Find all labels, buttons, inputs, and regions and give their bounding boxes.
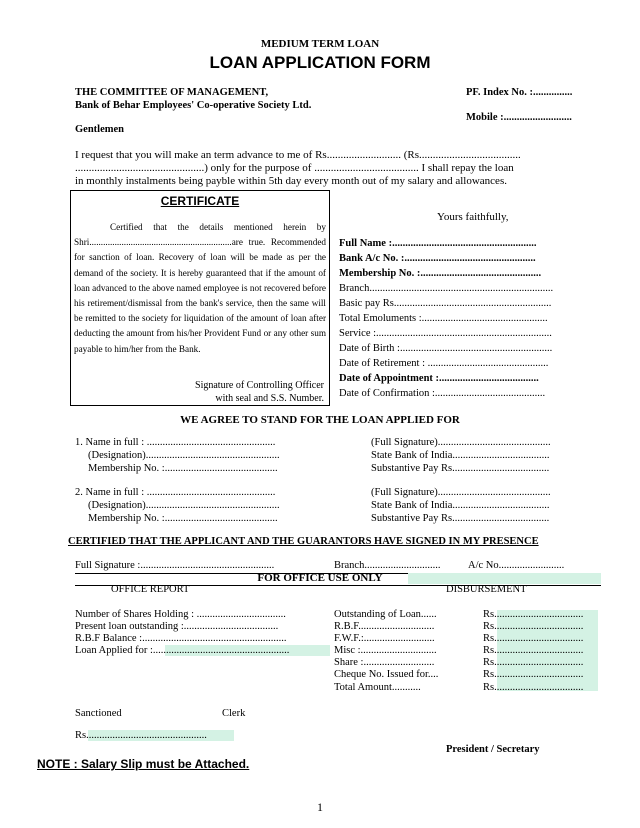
guarantor1-sbi-field[interactable]: State Bank of India..................................... — [371, 450, 550, 461]
service-field[interactable]: Service :................................................................... — [339, 328, 552, 339]
disb-outstanding-label: Outstanding of Loan...... — [334, 609, 437, 620]
branch-field[interactable]: Branch...................................................................... — [339, 283, 554, 294]
disb-misc-label: Misc :............................. — [334, 645, 437, 656]
salutation: Gentlemen — [75, 124, 124, 135]
disb-cheque-rs[interactable]: Rs.................................. — [483, 669, 584, 680]
salary-slip-note: NOTE : Salary Slip must be Attached. — [37, 757, 250, 771]
disb-fwf-rs[interactable]: Rs.................................. — [483, 633, 584, 644]
guarantor2-name-field[interactable]: 2. Name in full : ................................................. — [75, 487, 276, 498]
certificate-seal-label: with seal and S.S. Number. — [215, 393, 324, 404]
loan-applied-field[interactable]: Loan Applied for :.................................................... — [75, 645, 290, 656]
addressee-line2: Bank of Behar Employees' Co-operative Society Ltd. — [75, 100, 312, 111]
branch-signature-field[interactable]: Branch............................. — [334, 560, 441, 571]
closing-text: Yours faithfully, — [437, 211, 509, 223]
certified-presence-heading: CERTIFIED THAT THE APPLICANT AND THE GUARANTORS HAVE SIGNED IN MY PRESENCE — [68, 536, 539, 547]
disb-share-label: Share :........................... — [334, 657, 435, 668]
mobile-field[interactable]: Mobile :.......................... — [466, 112, 572, 123]
guarantor2-membership-field[interactable]: Membership No. :........................................... — [88, 513, 278, 524]
form-title: LOAN APPLICATION FORM — [209, 53, 431, 72]
guarantor1-designation-field[interactable]: (Designation)................................................... — [88, 450, 280, 461]
disbursement-heading: DISBURSEMENT — [446, 584, 527, 595]
appointment-field[interactable]: Date of Appointment :...................................... — [339, 373, 539, 384]
sanctioned-label: Sanctioned — [75, 708, 122, 719]
emoluments-field[interactable]: Total Emoluments :................................................ — [339, 313, 548, 324]
disb-rbf-label: R.B.F............................. — [334, 621, 435, 632]
confirmation-field[interactable]: Date of Confirmation :.......................................... — [339, 388, 546, 399]
guarantor1-membership-field[interactable]: Membership No. :........................................... — [88, 463, 278, 474]
loan-outstanding-field[interactable]: Present loan outstanding :.................................... — [75, 621, 279, 632]
office-report-heading: OFFICE REPORT — [111, 584, 190, 595]
ac-no-signature-field[interactable]: A/c No......................... — [468, 560, 565, 571]
disb-fwf-label: F.W.F.:........................... — [334, 633, 435, 644]
page-number: 1 — [317, 800, 323, 814]
request-line1[interactable]: I request that you will make an term advance to me of Rs........................... (Rs..................................... — [75, 149, 521, 161]
president-secretary-label: President / Secretary — [446, 744, 540, 755]
guarantor2-pay-field[interactable]: Substantive Pay Rs..................................... — [371, 513, 550, 524]
disb-share-rs[interactable]: Rs.................................. — [483, 657, 584, 668]
guarantor1-signature-field[interactable]: (Full Signature)........................................... — [371, 437, 551, 448]
guarantor1-name-field[interactable]: 1. Name in full : ................................................. — [75, 437, 276, 448]
basic-pay-field[interactable]: Basic pay Rs............................................................ — [339, 298, 552, 309]
guarantor2-signature-field[interactable]: (Full Signature)........................................... — [371, 487, 551, 498]
retirement-field[interactable]: Date of Retirement : .............................................. — [339, 358, 549, 369]
rbf-balance-field[interactable]: R.B.F Balance :....................................................... — [75, 633, 287, 644]
certificate-body: Certified that the details mentioned herein by Shri..............................................................are true. Recommended for sanction of loan. Recovery of loan will be made as per the demand of the society. It is hereby guaranteed that if the amount of loan advanced to the above named employee is not recovered before his retirement/dismissal from the bank's service, then the same will be remitted to the society for liquidation of the amount of loan after deducting the amount from his/her Provident Fund or any other sum payable to him/her from the Bank. — [74, 222, 326, 354]
disb-misc-rs[interactable]: Rs.................................. — [483, 645, 584, 656]
full-name-field[interactable]: Full Name :....................................................... — [339, 238, 537, 249]
membership-field[interactable]: Membership No. :.............................................. — [339, 268, 542, 279]
addressee-line1: THE COMMITTEE OF MANAGEMENT, — [75, 87, 269, 98]
shares-holding-field[interactable]: Number of Shares Holding : .................................. — [75, 609, 286, 620]
dob-field[interactable]: Date of Birth :.......................................................... — [339, 343, 553, 354]
certificate-heading: CERTIFICATE — [160, 194, 240, 208]
office-use-heading: FOR OFFICE USE ONLY — [257, 572, 383, 584]
certificate-signature-label: Signature of Controlling Officer — [195, 380, 324, 391]
clerk-label: Clerk — [222, 708, 246, 719]
guarantor2-designation-field[interactable]: (Designation)................................................... — [88, 500, 280, 511]
disb-total-rs[interactable]: Rs.................................. — [483, 682, 584, 693]
guarantor1-pay-field[interactable]: Substantive Pay Rs..................................... — [371, 463, 550, 474]
request-line3: in monthly instalments being payble within 5th day every month out of my salary and allowances. — [75, 175, 507, 187]
guarantor2-sbi-field[interactable]: State Bank of India..................................... — [371, 500, 550, 511]
sanctioned-rs-field[interactable]: Rs.............................................. — [75, 730, 207, 741]
bank-ac-field[interactable]: Bank A/c No. :.................................................. — [339, 253, 536, 264]
disb-cheque-label: Cheque No. Issued for.... — [334, 669, 439, 680]
form-subtitle: MEDIUM TERM LOAN — [260, 38, 380, 50]
guarantor-heading: WE AGREE TO STAND FOR THE LOAN APPLIED FOR — [180, 414, 460, 426]
request-line2[interactable]: ...............................................) only for the purpose of ...................................... I shall repay the loan — [75, 162, 514, 174]
pf-index-field[interactable]: PF. Index No. :............... — [466, 87, 573, 98]
disb-outstanding-rs[interactable]: Rs.................................. — [483, 609, 584, 620]
disb-total-label: Total Amount........... — [334, 682, 421, 693]
disb-rbf-rs[interactable]: Rs.................................. — [483, 621, 584, 632]
full-signature-field[interactable]: Full Signature :................................................... — [75, 560, 275, 571]
